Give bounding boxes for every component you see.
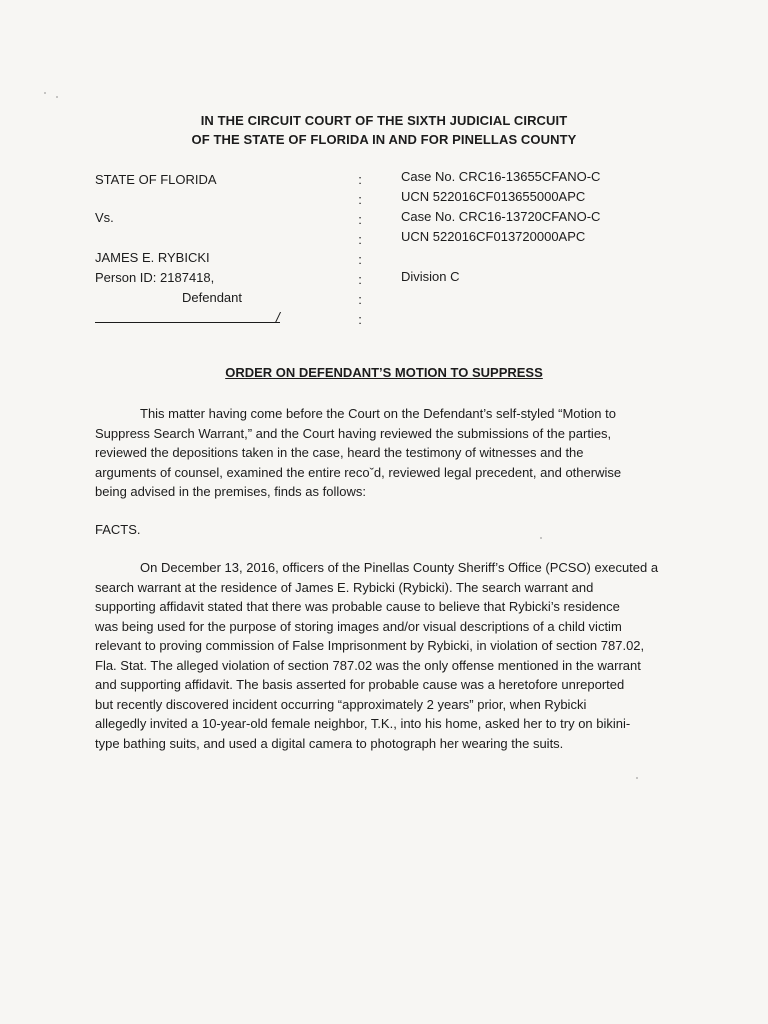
caption-colon: :: [358, 292, 362, 307]
caption-colon: :: [358, 272, 362, 287]
intro-line: reviewed the depositions taken in the case, heard the testimony of witnesses and the: [95, 445, 584, 460]
order-title: ORDER ON DEFENDANT’S MOTION TO SUPPRESS: [225, 365, 543, 380]
ucn-2: UCN 522016CF013720000APC: [401, 229, 586, 244]
ucn-1: UCN 522016CF013655000APC: [401, 189, 586, 204]
facts-heading: FACTS.: [95, 522, 141, 537]
intro-line: arguments of counsel, examined the entire recoˇd, reviewed legal precedent, and otherwise: [95, 464, 622, 480]
division-label: Division C: [401, 269, 460, 284]
case-number-2: Case No. CRC16-13720CFANO-C: [401, 209, 601, 224]
caption-slash: /: [276, 309, 280, 325]
facts-line: and supporting affidavit. The basis asserted for probable cause was a heretofore unreported: [95, 677, 625, 692]
facts-line: but recently discovered incident occurring “approximately 2 years” prior, when Rybicki: [95, 696, 587, 712]
caption-underline: [95, 322, 280, 323]
facts-line: allegedly invited a 10-year-old female neighbor, T.K., into his home, asked her to try on bikini-: [95, 716, 631, 731]
plaintiff-name: STATE OF FLORIDA: [95, 172, 217, 187]
caption-colon: :: [358, 212, 362, 227]
scan-speck: [44, 92, 46, 94]
person-id: Person ID: 2187418,: [95, 270, 215, 285]
court-heading-line1: IN THE CIRCUIT COURT OF THE SIXTH JUDICIAL CIRCUIT: [200, 113, 568, 128]
defendant-label: Defendant: [182, 290, 242, 305]
scan-speck: [56, 96, 58, 98]
caption-colon: :: [358, 232, 362, 247]
defendant-name: JAMES E. RYBICKI: [95, 250, 210, 265]
facts-line: Fla. Stat. The alleged violation of section 787.02 was the only offense mentioned in the warrant: [95, 657, 641, 673]
caption-colon: :: [358, 312, 362, 327]
intro-line: Suppress Search Warrant,” and the Court having reviewed the submissions of the parties,: [95, 425, 612, 441]
intro-line: being advised in the premises, finds as follows:: [95, 484, 366, 499]
scan-speck: [540, 537, 542, 539]
facts-line: search warrant at the residence of James E. Rybicki (Rybicki). The search warrant and: [95, 579, 594, 595]
versus-label: Vs.: [95, 210, 114, 225]
court-heading-line2: OF THE STATE OF FLORIDA IN AND FOR PINELLAS COUNTY: [191, 132, 577, 147]
facts-line: On December 13, 2016, officers of the Pinellas County Sheriff’s Office (PCSO) executed a: [140, 560, 659, 575]
facts-line: was being used for the purpose of storing images and/or visual descriptions of a child victim: [95, 618, 622, 634]
case-number-1: Case No. CRC16-13655CFANO-C: [401, 169, 601, 184]
intro-paragraph: [95, 404, 675, 502]
intro-line: This matter having come before the Court on the Defendant’s self-styled “Motion to: [140, 406, 616, 421]
facts-line: relevant to proving commission of False Imprisonment by Rybicki, in violation of section 787.02,: [95, 638, 645, 653]
caption-colon: :: [358, 192, 362, 207]
facts-paragraph: [95, 558, 675, 753]
scan-speck: [636, 777, 638, 779]
caption-colon: :: [358, 252, 362, 267]
facts-line: supporting affidavit stated that there was probable cause to believe that Rybicki’s residence: [95, 599, 620, 614]
caption-colon: :: [358, 172, 362, 187]
facts-line: type bathing suits, and used a digital camera to photograph her wearing the suits.: [95, 735, 564, 751]
